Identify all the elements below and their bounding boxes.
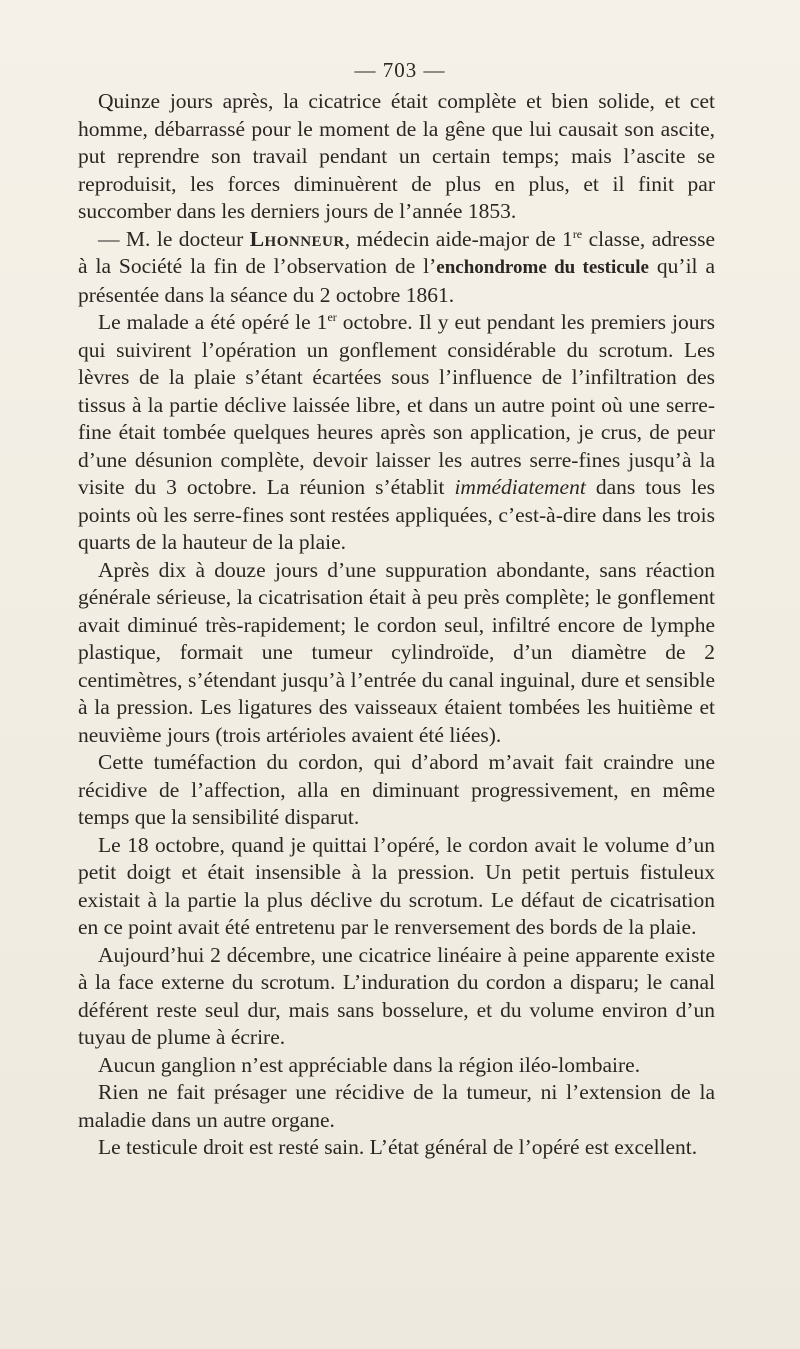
paragraph-1: Quinze jours après, la cicatrice était complète et bien solide, et cet homme, débarrassé pour le moment de la gêne que lui causait son ascite, put reprendre son travail pendant un certain temps; mais l’ascite se reproduisit, les forces diminuèrent de plus en plus, et il finit par succomber dans les derniers jours de l’année 1853. <box>78 89 715 223</box>
paragraph-2: — M. le docteur Lhonneur, médecin aide-major de 1re classe, adresse à la Société la fin de l’observation de l’enchondrome du testicule qu’il a présentée dans la séance du 2 octobre 1861. <box>78 226 715 307</box>
body-text <box>78 88 715 1162</box>
paragraph-9: Rien ne fait présager une récidive de la tumeur, ni l’extension de la maladie dans un autre organe. <box>78 1080 715 1132</box>
paragraph-4: Après dix à douze jours d’une suppuration abondante, sans réaction générale sérieuse, la cicatrisation était à peu près complète; le gonflement avait diminué très-rapidement; le cordon seul, infiltré encore de lymphe plastique, formait une tumeur cylindroïde, d’un diamètre de 2 centimètres, s’étendant jusqu’à l’entrée du canal inguinal, dure et sensible à la pression. Les ligatures des vaisseaux étaient tombées les huitième et neuvième jours (trois artérioles avaient été liées). <box>78 557 715 747</box>
author-name: Lhonneur <box>249 226 345 251</box>
paragraph-3: Le malade a été opéré le 1er octobre. Il y eut pendant les premiers jours qui suivirent l’opération un gonflement considérable du scrotum. Les lèvres de la plaie s’étant écartées sous l’influence de l’infiltration des tissus à la partie déclive laissée libre, et dans un autre point où une serre-fine était tombée quelques heures après son application, je crus, de peur d’une désunion complète, devoir laisser les autres serre-fines jusqu’à la visite du 3 octobre. La réunion s’établit immédiatement dans tous les points où les serre-fines sont restées appliquées, c’est-à-dire dans les trois quarts de la hauteur de la plaie. <box>78 309 715 554</box>
paragraph-7: Aujourd’hui 2 décembre, une cicatrice linéaire à peine apparente existe à la face externe du scrotum. L’induration du cordon a disparu; le canal déférent reste seul dur, mais sans bosselure, et du volume environ d’un tuyau de plume à écrire. <box>78 942 715 1049</box>
paragraph-10: Le testicule droit est resté sain. L’état général de l’opéré est excellent. <box>98 1135 698 1159</box>
paragraph-5: Cette tuméfaction du cordon, qui d’abord m’avait fait craindre une récidive de l’affection, alla en diminuant progressivement, en même temps que la sensibilité disparut. <box>78 750 715 829</box>
emphasis: immédiatement <box>454 475 586 499</box>
paragraph-8: Aucun ganglion n’est appréciable dans la région iléo-lombaire. <box>98 1052 641 1077</box>
subject-term: enchondrome du testicule <box>436 257 649 278</box>
paragraph-6: Le 18 octobre, quand je quittai l’opéré, le cordon avait le volume d’un petit doigt et était insensible à la pression. Un petit pertuis fistuleux existait à la partie la plus déclive du scrotum. Le défaut de cicatrisation en ce point avait été entretenu par le renversement des bords de la plaie. <box>78 832 715 939</box>
page-number: — 703 — <box>354 58 446 82</box>
